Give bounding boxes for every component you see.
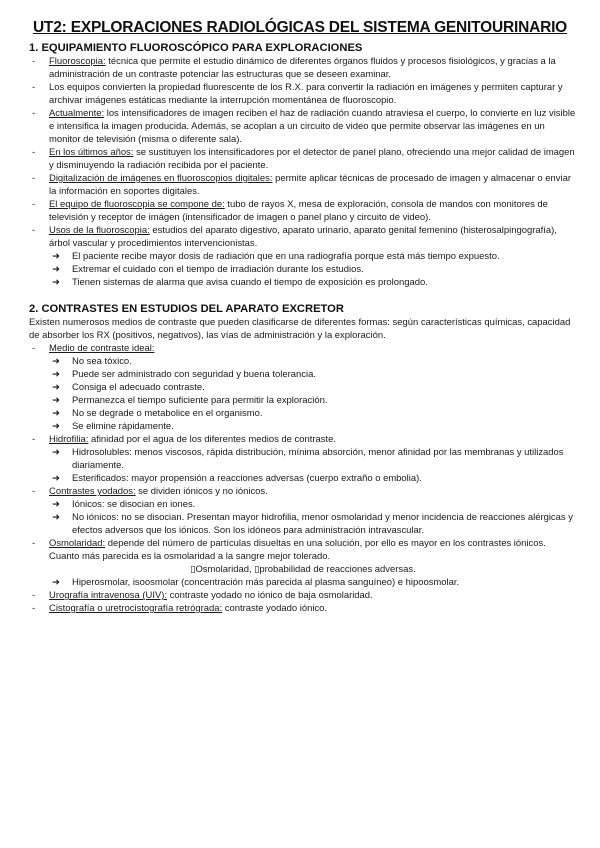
sub-item-text: El paciente recibe mayor dosis de radiación que en una radiografía porque está más tiempo expuesto. (72, 251, 500, 262)
osmolarity-relation: ▯Osmolaridad, ▯probabilidad de reacciones adversas. (190, 564, 416, 575)
arrow-right-icon: ➜ (52, 421, 60, 432)
sub-list-item (29, 446, 577, 472)
item-text: se dividen iónicos y no iónicos. (135, 486, 268, 497)
item-text: permite aplicar técnicas de procesado de imagen y almacenar o enviar la información en soportes digitales. (49, 173, 571, 197)
sub-item-text: Consiga el adecuado contraste. (72, 382, 205, 393)
item-text: Los equipos convierten la propiedad fluorescente de los R.X. para convertir la radiación en imágenes y permiten capturar y archivar imágenes estáticas mediante la interrupción momentánea de fluoroscopio. (49, 82, 563, 106)
term-label: Fluoroscopia: (49, 56, 106, 67)
sub-item-text: Tienen sistemas de alarma que avisa cuando el tiempo de exposición es prolongado. (72, 277, 428, 288)
term-label: Digitalización de imágenes en fluoroscopios digitales: (49, 173, 273, 184)
list-item (29, 224, 577, 250)
term-label: En los últimos años: (49, 147, 134, 158)
term-label: Urografía intravenosa (UIV): (49, 590, 168, 601)
list-item (29, 107, 577, 146)
document-body (29, 41, 577, 615)
item-text: técnica que permite el estudio dinámico de diferentes órganos fluidos y procesos fisiológicos, y gracias a la administración de un contraste potenciar las estructuras que se deseen examinar. (49, 56, 556, 80)
dash-bullet: - (32, 82, 36, 93)
dash-bullet: - (32, 538, 36, 549)
item-text: contraste yodado no iónico de baja osmolaridad. (167, 590, 373, 601)
list-item (29, 55, 577, 81)
list-item (29, 172, 577, 198)
sub-list-item (29, 576, 577, 589)
sub-list-item (29, 420, 577, 433)
sub-list-item (29, 263, 577, 276)
arrow-right-icon: ➜ (52, 277, 60, 288)
section-2-heading: 2. CONTRASTES EN ESTUDIOS DEL APARATO EXCRETOR (29, 303, 344, 315)
arrow-right-icon: ➜ (52, 577, 60, 588)
dash-bullet: - (32, 225, 36, 236)
term-label: Medio de contraste ideal: (49, 343, 155, 354)
list-item (29, 146, 577, 172)
sub-item-text: Se elimine rápidamente. (72, 421, 174, 432)
sub-list-item (29, 276, 577, 289)
item-text: se sustituyen los intensificadores por el detector de panel plano, ofreciendo una mejor calidad de imagen y disminuyendo la radiación recibida por el paciente. (49, 147, 575, 171)
sub-item-text: Esterificados: mayor propensión a reacciones adversas (cuerpo extraño o embolia). (72, 473, 422, 484)
arrow-right-icon: ➜ (52, 512, 60, 523)
sub-list-item (29, 511, 577, 537)
list-item (29, 81, 577, 107)
dash-bullet: - (32, 343, 36, 354)
arrow-right-icon: ➜ (52, 447, 60, 458)
arrow-right-icon: ➜ (52, 408, 60, 419)
arrow-right-icon: ➜ (52, 356, 60, 367)
arrow-right-icon: ➜ (52, 382, 60, 393)
sub-list-item (29, 381, 577, 394)
arrow-right-icon: ➜ (52, 369, 60, 380)
sub-item-text: Hiperosmolar, isoosmolar (concentración más parecida al plasma sanguíneo) e hipoosmolar. (72, 577, 460, 588)
arrow-right-icon: ➜ (52, 251, 60, 262)
term-label: El equipo de fluoroscopia se compone de: (49, 199, 225, 210)
sub-item-text: Hidrosolubles: menos viscosos, rápida distribución, mínima absorción, menor afinidad por las membranas y utilizados diariamente. (72, 447, 564, 471)
sub-list-item (29, 472, 577, 485)
term-label: Usos de la fluoroscopia: (49, 225, 150, 236)
document-title: UT2: EXPLORACIONES RADIOLÓGICAS DEL SISTEMA GENITOURINARIO (32, 19, 568, 36)
term-label: Cistografía o uretrocistografía retrógrada: (49, 603, 223, 614)
dash-bullet: - (32, 108, 36, 119)
item-text: los intensificadores de imagen reciben el haz de radiación cuando atraviesa el cuerpo, lo convierte en luz visible e intensifica la imagen producida. Además, se acoplan a un circuito de video que permite observar las imágenes en un monitor de televisión (misma o diferente sala). (49, 108, 576, 145)
sub-item-text: Permanezca el tiempo suficiente para permitir la exploración. (72, 395, 328, 406)
list-item (29, 485, 577, 498)
term-label: Contrastes yodados: (49, 486, 136, 497)
dash-bullet: - (32, 590, 36, 601)
arrow-right-icon: ➜ (52, 395, 60, 406)
list-item (29, 433, 577, 446)
dash-bullet: - (32, 486, 36, 497)
dash-bullet: - (32, 603, 36, 614)
sub-item-text: Iónicos: se disocian en iones. (72, 499, 196, 510)
dash-bullet: - (32, 56, 36, 67)
section-1-heading: 1. EQUIPAMIENTO FLUOROSCÓPICO PARA EXPLORACIONES (29, 42, 363, 54)
sub-list-item (29, 368, 577, 381)
term-label: Hidrofilia: (49, 434, 89, 445)
arrow-right-icon: ➜ (52, 264, 60, 275)
sub-list-item (29, 355, 577, 368)
list-item (29, 537, 577, 563)
dash-bullet: - (32, 434, 36, 445)
dash-bullet: - (32, 147, 36, 158)
item-text: contraste yodado iónico. (222, 603, 328, 614)
arrow-right-icon: ➜ (52, 499, 60, 510)
sub-item-text: Puede ser administrado con seguridad y buena tolerancia. (72, 369, 316, 380)
list-item (29, 198, 577, 224)
sub-list-item (29, 407, 577, 420)
section-2-intro: Existen numerosos medios de contraste que pueden clasificarse de diferentes formas: según características químicas, capacidad de absorber los RX (positivos, negativos), las vías de administración y la exploración. (29, 317, 571, 341)
sub-item-text: Extremar el cuidado con el tiempo de irradiación durante los estudios. (72, 264, 364, 275)
dash-bullet: - (32, 199, 36, 210)
arrow-right-icon: ➜ (52, 473, 60, 484)
item-text: depende del número de partículas disueltas en una solución, por ello es mayor en los contrastes iónicos. Cuanto más parecida es la osmolaridad a la sangre mejor tolerado. (49, 538, 546, 562)
term-label: Actualmente: (49, 108, 105, 119)
sub-item-text: No sea tóxico. (72, 356, 132, 367)
list-item (29, 602, 577, 615)
dash-bullet: - (32, 173, 36, 184)
sub-list-item (29, 250, 577, 263)
list-item (29, 589, 577, 602)
item-text: tubo de rayos X, mesa de exploración, consola de mandos con monitores de televisión y receptor de imágen (intensificador de imagen o panel plano y circuito de video). (49, 199, 548, 223)
list-item (29, 342, 577, 355)
sub-list-item (29, 394, 577, 407)
sub-item-text: No se degrade o metabolice en el organismo. (72, 408, 263, 419)
item-text: estudios del aparato digestivo, aparato urinario, aparato genital femenino (histerosalpingografía), árbol vascular y procedimientos intervencionistas. (49, 225, 557, 249)
sub-item-text: No iónicos: no se disocian. Presentan mayor hidrofilia, menor osmolaridad y menor incidencia de reacciones alérgicas y efectos adversos que los iónicos. Son los idóneos para administración intravascular. (72, 512, 573, 536)
term-label: Osmolaridad: (49, 538, 106, 549)
sub-list-item (29, 498, 577, 511)
item-text: afinidad por el agua de los diferentes medios de contraste. (88, 434, 336, 445)
